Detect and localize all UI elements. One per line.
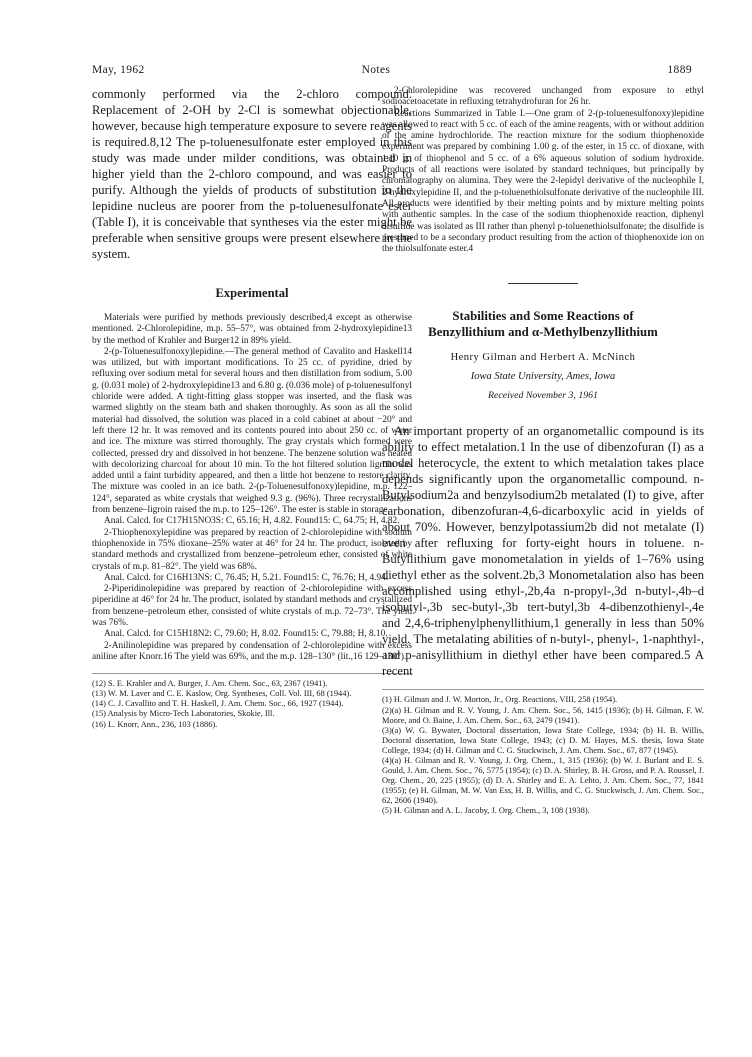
article-divider bbox=[508, 283, 578, 284]
footnote: (3)(a) W. G. Bywater, Doctoral dissertation, Iowa State College, 1934; (b) H. B. Willis, Doctoral dissertation, Iowa State College, 1943; (c) D. M. Hayes, M.S. thesis, Iowa State College, 1934; (d) H. Gilman and C. G. Stuckwisch, J. Am. Chem. Soc., 67, 877 (1945). bbox=[382, 725, 704, 755]
footnotes-right bbox=[382, 689, 704, 816]
footnote: (1) H. Gilman and J. W. Morton, Jr., Org. Reactions, VIII, 258 (1954). bbox=[382, 695, 618, 705]
thiophenoxy-paragraph: 2-Thiophenoxylepidine was prepared by reaction of 2-chlorolepidine with sodium thiophenoxide in 75% dioxane–25% water at 46° for 24 hr. The product, isolated by standard methods and crystallized from benzene–petroleum ether, consisted of white crystals of m.p. 81–82°. The yield was 68%. bbox=[92, 527, 412, 572]
running-header-date: May, 1962 bbox=[92, 64, 145, 76]
footnote: (16) L. Knorr, Ann., 236, 103 (1886). bbox=[92, 719, 218, 729]
materials-paragraph: Materials were purified by methods previously described,4 except as otherwise mentioned. 2-Chlorolepidine, m.p. 55–57°, was obtained from 2-hydroxylepidine13 by the method of Krahler and Burger12 in 89% yield. bbox=[92, 313, 412, 346]
article-body: An important property of an organometallic compound is its ability to effect metalation.1 In the use of dibenzofuran (I) as a model heterocycle, the extent to which metalation takes place depends significantly upon the organometallic compound. n-Butylsodium2a and benzylsodium2b metalated (I) to give, after carbonation, dibenzofuran-4,6-dicarboxylic acid in yields of about 70%. However, benzylpotassium2b did not metalate (I) even after refluxing for forty-eight hours in toluene. n-Butyllithium gave monometalation in yields of 1–76% using diethyl ether as the solvent.2b,3 Monometalation also has been accomplished using ethyl-,2b,4a n-propyl-,3d n-butyl-,4b–d isobutyl-,3b sec-butyl-,3b tert-butyl,3b 4-dibenzothienyl-,4e and 2,4,6-triphenylphenyllithium,1 generally in less than 50% yield. The metalating abilities of n-butyl-, phenyl-, 1-naphthyl-, and p-anisyllithium in diethyl ether have been compared.5 A recent bbox=[382, 424, 704, 679]
footnote: (13) W. M. Laver and C. E. Kaslow, Org. Syntheses, Coll. Vol. III, 68 (1944). bbox=[92, 689, 352, 699]
article-affiliation: Iowa State University, Ames, Iowa bbox=[470, 371, 616, 383]
footnotes-left bbox=[92, 673, 412, 729]
footnote: (15) Analysis by Micro-Tech Laboratories, Skokie, Ill. bbox=[92, 709, 275, 719]
footnote: (5) H. Gilman and A. L. Jacoby, J. Org. Chem., 3, 108 (1938). bbox=[382, 806, 590, 816]
running-header-section: Notes bbox=[361, 64, 391, 76]
chlorolepidine-paragraph: 2-Chlorolepidine was recovered unchanged from exposure to ethyl sodioacetoacetate in refluxing tetrahydrofuran for 26 hr. bbox=[382, 86, 704, 108]
footnote: (4)(a) H. Gilman and R. V. Young, J. Org. Chem., 1, 315 (1936); (b) W. J. Burlant and E. S. Gould, J. Am. Chem. Soc., 76, 5775 (1954); (c) D. A. Shirley, B. H. Gross, and P. A. Roussel, J. Org. Chem., 20, 225 (1955); (d) D. A. Shirley and E. A. Lehto, J. Am. Chem. Soc., 77, 1841 (1955); (e) H. Gilman, M. W. Van Ess, H. B. Willis, and C. G. Stuckwisch, J. Am. Chem. Soc., 62, 2606 (1940). bbox=[382, 756, 704, 806]
anilino-paragraph: 2-Anilinolepidine was prepared by condensation of 2-chlorolepidine with excess aniline after Knorr.16 The yield was 69%, and the m.p. 128–130° (lit.,16 129–130°). bbox=[92, 640, 412, 662]
analysis-paragraph-3: Anal. Calcd. for C15H18N2: C, 79.60; H, 8.02. Found15: C, 79.88; H, 8.10. bbox=[104, 629, 388, 640]
intro-paragraph: commonly performed via the 2-chloro compound. Replacement of 2-OH by 2-Cl is somewhat objectionable, however, because high temperature exposure to severe reagents is required.8,12 The p-toluenesulfonate ester employed in this study was made under milder conditions, was obtained in higher yield than the 2-chloro compound, and was easier to purify. Although the yields of products of substitution in the lepidine nucleus are poorer from the p-toluenesulfonate ester (Table I), it is conceivable that syntheses via the ester might be preferable when sensitive groups were present elsewhere in the system. bbox=[92, 87, 412, 261]
footnote: (2)(a) H. Gilman and R. V. Young, J. Am. Chem. Soc., 56, 1415 (1936); (b) H. Gilman, F. W. Moore, and O. Baine, J. Am. Chem. Soc., 63, 2479 (1941). bbox=[382, 705, 704, 725]
piperidino-paragraph: 2-Piperidinolepidine was prepared by reaction of 2-chlorolepidine with excess piperidine at 46° for 24 hr. The product, isolated by standard methods and crystallized from benzene–petroleum ether, consisted of white crystals of m.p. 72–73°. The yield was 76%. bbox=[92, 584, 412, 629]
toluenesulfonoxy-paragraph: 2-(p-Toluenesulfonoxy)lepidine.—The general method of Cavalito and Haskell14 was utilized, but with important modifications. To 25 cc. of pyridine, dried by refluxing over sodium metal for several hours and then distillation from sodium, 5.00 g. (0.031 mole) of 2-hydroxylepidine13 and 6.80 g. (0.036 mole) of p-toluenesulfonyl chloride were added. A tight-fitting glass stopper was inserted, and the flask was warmed slightly on the steam bath and shaken thoroughly. As soon as all the solid material had dissolved, the solution was placed in a cold cabinet at about −20° and left there 12 hr. It was removed and its contents poured into about 250 cc. of water and ice. The mixture was stirred thoroughly. The gray crystals which formed were collected, pressed dry and dissolved in hot benzene. The benzene solution was heated with decolorizing charcoal for about 10 min. To the hot filtered solution ligroin was added until a faint turbidity appeared, and then a little hot benzene to restore clarity. The mixture was cooled in an ice bath. 2-(p-Toluenesulfonoxy)lepidine, m.p. 122–124°, separated as white crystals that weighed 9.3 g. (96%). Three recrystallizations from benzene–ligroin raised the m.p. to 125–126°. The ester is stable in storage. bbox=[92, 346, 412, 516]
article-title-line-1: Stabilities and Some Reactions of bbox=[452, 309, 634, 324]
left-column bbox=[92, 86, 412, 730]
reactions-paragraph: Reactions Summarized in Table I.—One gram of 2-(p-toluenesulfonoxy)lepidine was allowed to react with 5 cc. of each of the amine reagents, with or without addition of the amine hydrochloride. The reaction mixture for the sodium thiophenoxide experiment was prepared by combining 1.00 g. of the ester, in 15 cc. of dioxane, with 1.10 g. of thiophenol and 5 cc. of a 6% aqueous solution of sodium hydroxide. Products of all reactions were isolated by standard techniques, but principally by chromatography on alumina. They were the 2-lepidyl derivative of the nucleophile I, 2-hydroxylepidine II, and the p-toluenethiolsulfonate derivative of the nucleophile III. All products were identified by their melting points and by mixture melting points with authentic samples. In the case of the sodium thiophenoxide reaction, diphenyl disulfide was isolated as III rather than phenyl p-toluenethiolsulfonate; the disulfide is presumed to be a secondary product resulting from the action of thiophenoxide ion on the thiolsulfonate ester.4 bbox=[382, 108, 704, 255]
footnote: (14) C. J. Cavallito and T. H. Haskell, J. Am. Chem. Soc., 66, 1927 (1944). bbox=[92, 699, 344, 709]
article-authors: Henry Gilman and Herbert A. McNinch bbox=[450, 352, 636, 364]
article-title-line-2: Benzyllithium and α-Methylbenzyllithium bbox=[428, 325, 658, 340]
right-column bbox=[382, 86, 704, 817]
footnote: (12) S. E. Krahler and A. Burger, J. Am. Chem. Soc., 63, 2367 (1941). bbox=[92, 679, 328, 689]
analysis-paragraph-1: Anal. Calcd. for C17H15NO3S: C, 65.16; H, 4.82. Found15: C, 64.75; H, 4.82. bbox=[104, 516, 400, 527]
page-number: 1889 bbox=[667, 64, 692, 76]
section-heading-experimental: Experimental bbox=[215, 286, 289, 300]
analysis-paragraph-2: Anal. Calcd. for C16H13NS: C, 76.45; H, 5.21. Found15: C, 76.76; H, 4.94. bbox=[104, 572, 389, 583]
received-date: Received November 3, 1961 bbox=[488, 390, 598, 402]
